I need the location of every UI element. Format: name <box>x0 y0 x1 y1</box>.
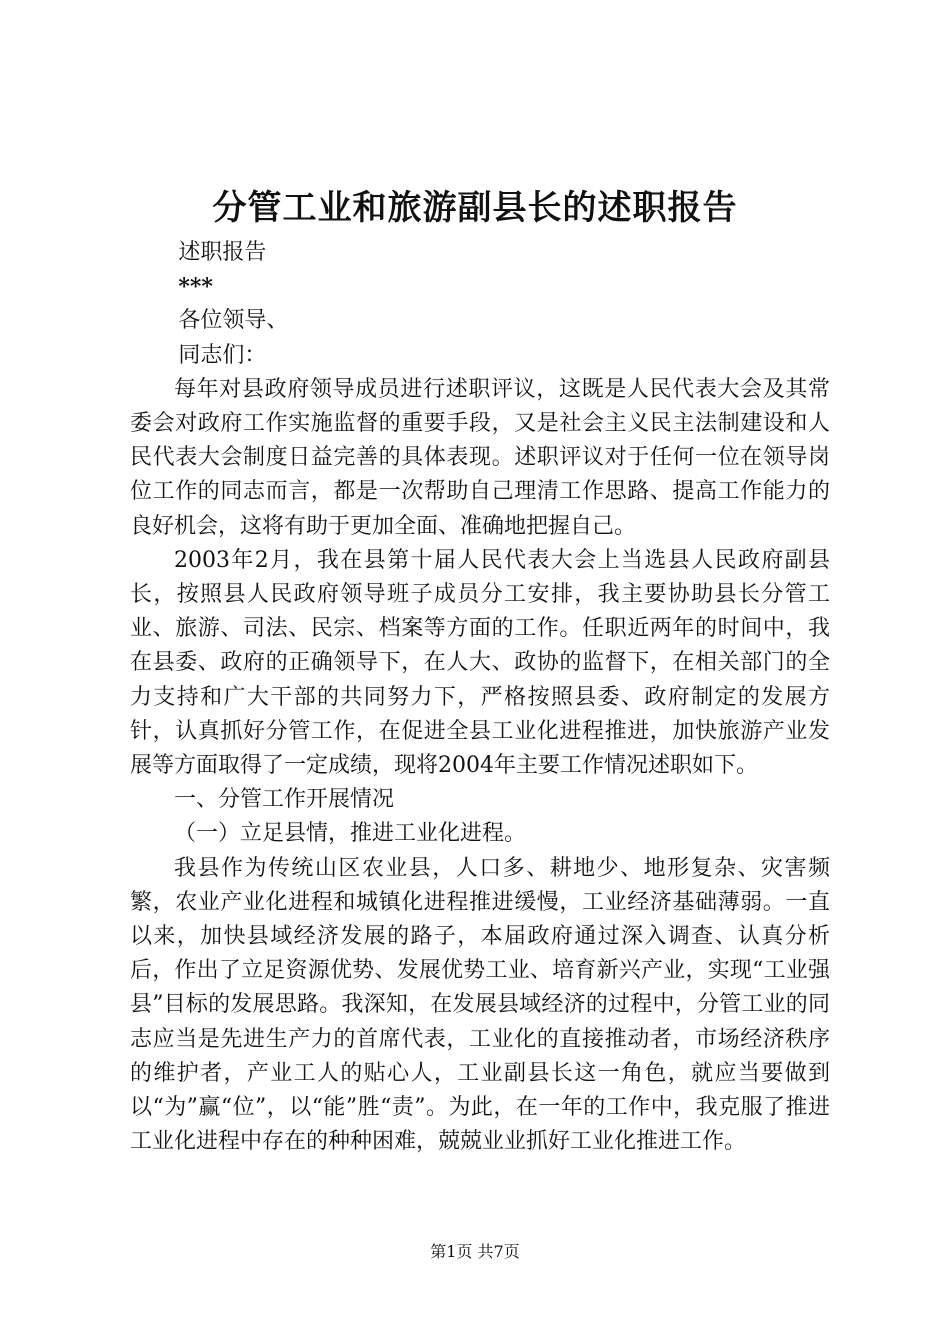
paragraph-background: 2003年2月，我在县第十届人民代表大会上当选县人民政府副县长，按照县人民政府领导班子成员分工安排，我主要协助县长分管工业、旅游、司法、民宗、档案等方面的工作。任职近两年的时间中，我在县委、政府的正确领导下，在人大、政协的监督下，在相关部门的全力支持和广大干部的共同努力下，严格按照县委、政府制定的发展方针，认真抓好分管工作，在促进全县工业化进程推进，加快旅游产业发展等方面取得了一定成绩，现将2004年主要工作情况述职如下。 <box>130 547 830 779</box>
document-title: 分管工业和旅游副县长的述职报告 <box>212 188 738 228</box>
document-body <box>130 236 830 1159</box>
subsection-heading: （一）立足县情，推进工业化进程。 <box>174 821 527 847</box>
salutation-line-2: 同志们： <box>178 342 267 368</box>
report-label: 述职报告 <box>178 240 267 265</box>
section-heading: 一、分管工作开展情况 <box>174 787 395 813</box>
salutation-line-1: 各位领导、 <box>178 308 289 334</box>
paragraph-industry: 我县作为传统山区农业县，人口多、耕地少、地形复杂、灾害频繁，农业产业化进程和城镇化进程推进缓慢，工业经济基础薄弱。一直以来，加快县域经济发展的路子，本届政府通过深入调查、认真分析后，作出了立足资源优势、发展优势工业、培育新兴产业，实现“工业强县”目标的发展思路。我深知，在发展县域经济的过程中，分管工业的同志应当是先进生产力的首席代表，工业化的直接推动者，市场经济秩序的维护者，产业工人的贴心人，工业副县长这一角色，就应当要做到以“为”赢“位”，以“能”胜“责”。为此，在一年的工作中，我克服了推进工业化进程中存在的种种困难，兢兢业业抓好工业化推进工作。 <box>130 855 830 1155</box>
author-placeholder: *** <box>178 274 213 301</box>
paragraph-intro: 每年对县政府领导成员进行述职评议，这既是人民代表大会及其常委会对政府工作实施监督的重要手段，又是社会主义民主法制建设和人民代表大会制度日益完善的具体表现。述职评议对于任何一位在领导岗位工作的同志而言，都是一次帮助自己理清工作思路、提高工作能力的良好机会，这将有助于更加全面、准确地把握自己。 <box>130 376 830 539</box>
page-number: 第1页 共7页 <box>430 1242 520 1261</box>
